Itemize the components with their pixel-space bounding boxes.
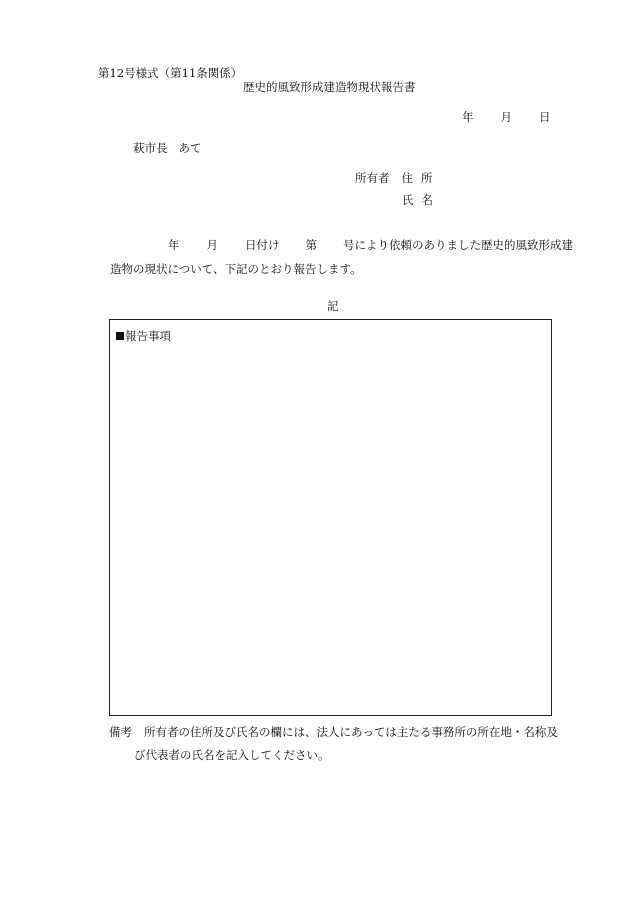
body-text-line-2: 造物の現状について、下記のとおり報告します。 [110,262,362,276]
document-title: 歴史的風致形成建造物現状報告書 [243,80,416,94]
addressee-suffix: あて [178,141,202,155]
ki-heading: 記 [327,299,339,313]
note-line-1 [109,725,558,739]
date-month-label: 月 [500,110,512,124]
body-text-line-1 [168,238,573,252]
date-day-label: 日 [539,110,551,124]
owner-name-line [402,193,441,207]
owner-address-label: 住所 [401,171,441,185]
form-number: 第12号様式（第11条関係） [98,66,243,80]
report-items-label: 報告事項 [125,329,171,343]
note-label: 備考 [109,725,132,739]
note-line-2: び代表者の氏名を記入してください。 [134,748,330,762]
body-dated-label: 日付け [245,238,280,252]
owner-address-line [355,171,441,185]
body-year-label: 年 [168,238,180,252]
note-text-1: 所有者の住所及び氏名の欄には、法人にあっては主たる事務所の所在地・名称及 [144,725,558,739]
addressee-name: 萩市長 [133,141,168,155]
owner-name-label: 氏名 [402,193,441,207]
addressee [133,141,202,155]
body-month-label: 月 [206,238,218,252]
black-square-icon [116,332,124,340]
body-line1-text: 号により依頼のありました歴史的風致形成建 [343,238,573,252]
submission-date [462,110,551,124]
report-box-label [116,329,171,343]
report-box [109,319,552,716]
date-year-label: 年 [462,110,474,124]
owner-label: 所有者 [355,171,390,185]
body-number-prefix: 第 [305,238,317,252]
